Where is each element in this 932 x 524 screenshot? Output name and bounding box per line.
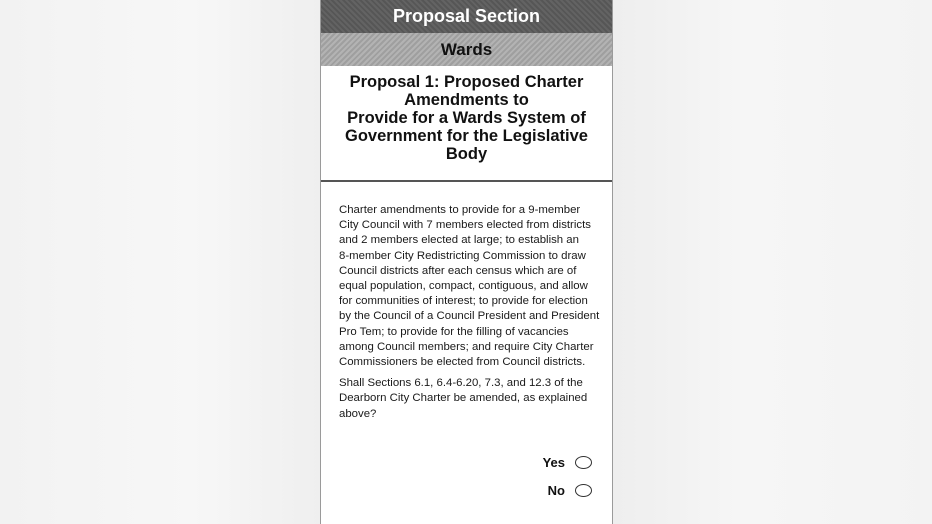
- background-left: [0, 0, 320, 524]
- description-line: Council districts after each census which are of: [339, 264, 577, 277]
- choice-yes[interactable]: [512, 453, 592, 471]
- choice-no[interactable]: [512, 481, 592, 499]
- description-line: for communities of interest; to provide for election: [339, 295, 588, 308]
- ballot-page: [320, 0, 613, 524]
- description-line: Pro Tem; to provide for the filling of vacancies: [339, 325, 569, 338]
- title-line: Amendments to: [404, 91, 529, 109]
- choice-no-label: No: [547, 482, 565, 498]
- vote-choices: [512, 453, 592, 509]
- title-line: Provide for a Wards System of: [347, 109, 586, 127]
- description-line: by the Council of a Council President and President: [339, 310, 600, 323]
- section-header: Proposal Section: [321, 0, 612, 33]
- description-line: and 2 members elected at large; to establish an: [339, 234, 579, 247]
- yes-oval-icon[interactable]: [575, 456, 592, 469]
- description-line: 8-member City Redistricting Commission to draw: [339, 249, 586, 262]
- question-line: above?: [339, 407, 377, 420]
- title-line: Proposal 1: Proposed Charter: [349, 73, 584, 91]
- title-line: Body: [445, 145, 488, 163]
- question-line: Dearborn City Charter be amended, as explained: [339, 392, 588, 405]
- title-line: Government for the Legislative: [345, 127, 588, 145]
- description-line: City Council with 7 members elected from districts: [339, 219, 591, 232]
- choice-yes-label: Yes: [542, 454, 565, 470]
- proposal-question: [339, 376, 600, 422]
- background-right: [613, 0, 932, 524]
- proposal-description: [339, 203, 600, 370]
- no-oval-icon[interactable]: [575, 484, 592, 497]
- subsection-header: Wards: [321, 33, 612, 66]
- question-line: Shall Sections 6.1, 6.4-6.20, 7.3, and 12.3 of the: [339, 377, 583, 390]
- description-line: Charter amendments to provide for a 9-member: [339, 204, 581, 216]
- description-line: Commissioners be elected from Council districts.: [339, 356, 586, 369]
- proposal-title: [321, 66, 612, 173]
- description-line: equal population, compact, contiguous, and allow: [339, 280, 588, 293]
- proposal-body: [321, 182, 612, 422]
- description-line: among Council members; and require City Charter: [339, 340, 594, 353]
